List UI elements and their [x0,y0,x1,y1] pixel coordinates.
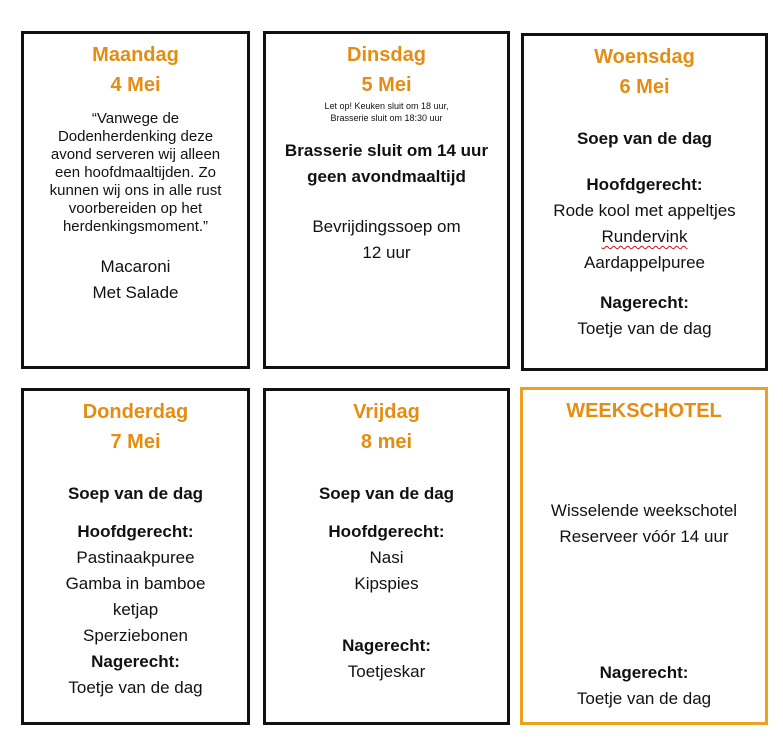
card-day: Donderdag [82,401,189,423]
main-label: Hoofdgerecht: [77,522,194,541]
card-date: 4 Mei [110,74,161,96]
soup-line: Soep van de dag [318,484,455,503]
soup-line: Soep van de dag [576,129,713,148]
card-day: Woensdag [594,46,695,68]
menu-item: Rundervink [601,227,688,246]
menu-card-woensdag [521,33,768,371]
dessert-label: Nagerecht: [599,663,689,682]
menu-item: Pastinaakpuree [76,548,195,567]
menu-item: Kipspies [354,574,419,593]
card-note: Let op! Keuken sluit om 18 uur, [324,101,449,111]
main-label: Hoofdgerecht: [328,522,445,541]
card-notice: “Vanwege de Dodenherdenking deze avond serveren wij alleen een hoofdmaaltijden. Zo kunnen wij ons in alle rust voorbereiden op het herdenkingsmoment.” [49,110,222,235]
menu-item: Sperziebonen [83,626,188,645]
menu-item: Rode kool met appeltjes [553,201,736,220]
menu-item: Nasi [369,548,404,567]
menu-item: Met Salade [92,283,179,302]
menu-card-maandag [21,31,250,369]
dessert-label: Nagerecht: [600,293,689,312]
menu-item: Gamba in bamboe [65,574,206,593]
main-label: Hoofdgerecht: [586,175,703,194]
menu-item: Wisselende weekschotel [550,501,738,520]
card-day: Dinsdag [347,44,426,66]
card-day: Maandag [92,44,179,66]
menu-card-dinsdag [263,31,510,369]
menu-item: Bevrijdingssoep om [312,217,461,236]
card-bold-line: Brasserie sluit om 14 uur [284,141,489,160]
menu-item: 12 uur [362,243,411,262]
dessert-item: Toetje van de dag [576,689,712,708]
card-date: 6 Mei [619,76,670,98]
dessert-label: Nagerecht: [91,652,180,671]
menu-item: Reserveer vóór 14 uur [559,527,729,546]
menu-item: Macaroni [100,257,171,276]
card-note: Brasserie sluit om 18:30 uur [330,113,443,123]
card-bold-line: geen avondmaaltijd [307,167,466,186]
card-day: Vrijdag [353,401,420,423]
card-date: 8 mei [360,431,413,453]
card-date: 7 Mei [110,431,161,453]
dessert-item: Toetjeskar [347,662,426,681]
dessert-label: Nagerecht: [342,636,431,655]
menu-card-donderdag [21,388,250,725]
menu-card-vrijdag [263,388,510,725]
menu-card-weekschotel [520,387,768,725]
menu-item: ketjap [112,600,159,619]
dessert-item: Toetje van de dag [68,678,203,697]
soup-line: Soep van de dag [67,484,204,503]
card-title: WEEKSCHOTEL [566,400,722,422]
menu-item: Aardappelpuree [584,253,705,272]
card-date: 5 Mei [361,74,412,96]
dessert-item: Toetje van de dag [577,319,712,338]
